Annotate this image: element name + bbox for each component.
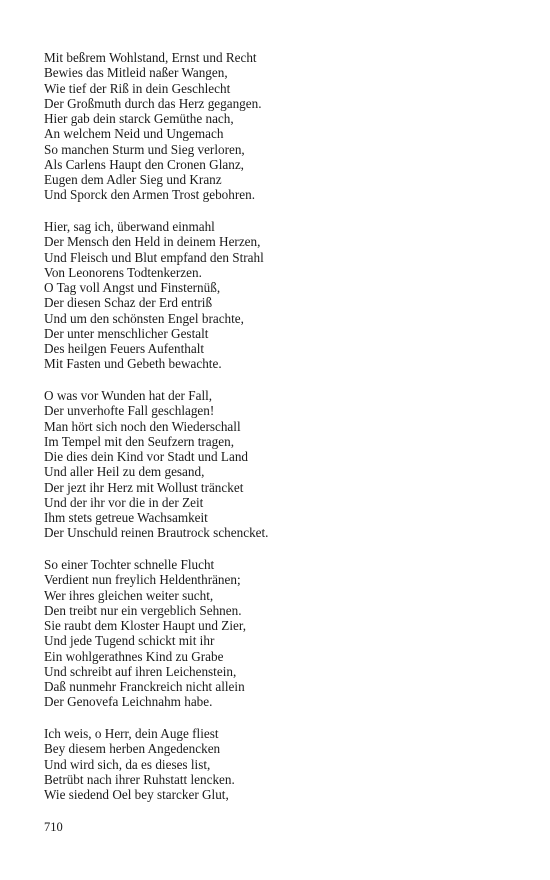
page-number: 710 [44,820,63,834]
poem-line: Und Sporck den Armen Trost gebohren. [44,187,255,203]
poem-line: Bewies das Mitleid naßer Wangen, [44,65,228,81]
poem-line: Ich weis, o Herr, dein Auge fliest [44,726,219,741]
poem-line: Den treibt nur ein vergeblich Sehnen. [44,602,242,618]
stanza-1 [44,50,514,203]
poem-line: Der unverhofte Fall geschlagen! [44,403,215,419]
poem-line: Betrübt nach ihrer Ruhstatt lencken. [44,771,235,787]
poem-line: Und wird sich, da es dieses list, [44,756,211,772]
poem-line: Ein wohlgerathnes Kind zu Grabe [44,648,224,664]
poem-line: Und aller Heil zu dem gesand, [44,464,205,480]
poem-line: So einer Tochter schnelle Flucht [44,557,215,572]
poem-line: Und jede Tugend schickt mit ihr [44,633,215,649]
poem-line: An welchem Neid und Ungemach [44,126,224,142]
poem-line: Mit beßrem Wohlstand, Ernst und Recht [44,50,257,65]
poem-line: Der jezt ihr Herz mit Wollust träncket [44,479,244,495]
poem-line: Die dies dein Kind vor Stadt und Land [44,449,249,464]
poem-line: Hier, sag ich, überwand einmahl [44,219,215,234]
poem-line: Von Leonorens Todtenkerzen. [44,264,202,280]
stanza-4 [44,557,514,710]
poem-line: Hier gab dein starck Gemüthe nach, [44,111,234,126]
poem-line: Im Tempel mit den Seufzern tragen, [44,433,234,449]
poem-line: Sie raubt dem Kloster Haupt und Zier, [44,618,246,633]
poem-line: Und um den schönsten Engel brachte, [44,310,244,326]
poem-line: Und schreibt auf ihren Leichenstein, [44,663,237,679]
stanza-3 [44,388,514,541]
poem-line: Wie siedend Oel bey starcker Glut, [44,787,229,802]
poem-line: Mit Fasten und Gebeth bewachte. [44,356,222,372]
poem-line: Man hört sich noch den Wiederschall [44,418,241,434]
poem-line: Und der ihr vor die in der Zeit [44,494,204,510]
poem-line: Verdient nun freylich Heldenthränen; [44,572,241,588]
poem-line: Und Fleisch und Blut empfand den Strahl [44,249,264,265]
poem-line: Der Genovefa Leichnahm habe. [44,694,213,710]
stanza-5 [44,726,514,802]
poem-line: Ihm stets getreue Wachsamkeit [44,510,208,525]
poem-line: Als Carlens Haupt den Cronen Glanz, [44,156,244,172]
poem-line: Der Mensch den Held in deinem Herzen, [44,234,261,250]
poem-body [44,50,514,819]
poem-line: Der unter menschlicher Gestalt [44,325,209,341]
poem-line: Wer ihres gleichen weiter sucht, [44,587,214,603]
poem-line: So manchen Sturm und Sieg verloren, [44,141,245,157]
poem-line: O Tag voll Angst und Finsternüß, [44,280,221,295]
poem-line: Eugen dem Adler Sieg und Kranz [44,172,222,187]
poem-line: Des heilgen Feuers Aufenthalt [44,341,205,356]
poem-line: Der Großmuth durch das Herz gegangen. [44,95,262,111]
poem-line: O was vor Wunden hat der Fall, [44,388,213,403]
poem-line: Wie tief der Riß in dein Geschlecht [44,80,231,96]
stanza-2 [44,219,514,372]
poem-line: Der diesen Schaz der Erd entriß [44,295,213,311]
poem-line: Der Unschuld reinen Brautrock schencket. [44,525,269,541]
poem-line: Daß nunmehr Franckreich nicht allein [44,679,245,694]
poem-line: Bey diesem herben Angedencken [44,741,221,757]
